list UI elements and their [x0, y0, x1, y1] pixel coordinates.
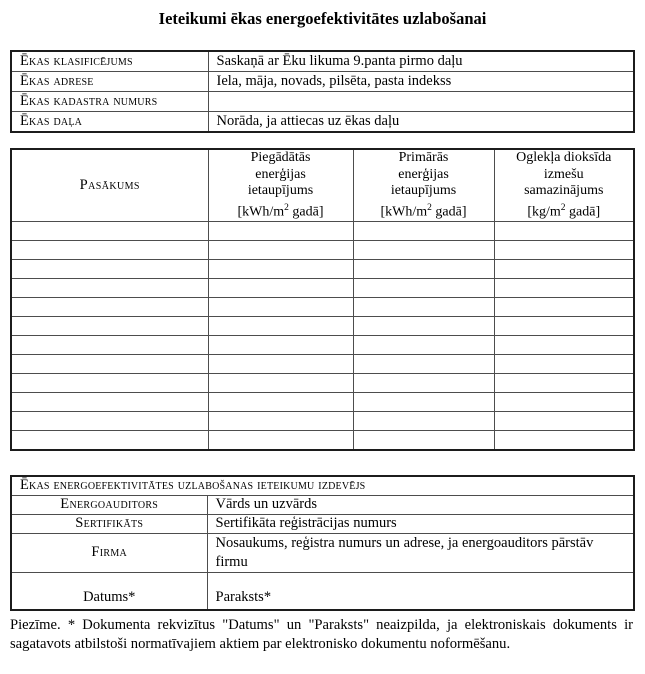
building-cadastre-value: [208, 92, 634, 112]
measures-empty-row: [11, 373, 634, 392]
empty-cell: [353, 335, 494, 354]
empty-cell: [353, 221, 494, 240]
empty-cell: [208, 297, 353, 316]
table-row: [11, 495, 634, 514]
page-title: Ieteikumi ēkas energoefektivitātes uzlabošanai: [158, 9, 487, 28]
empty-cell: [208, 240, 353, 259]
building-classification-value: Saskaņā ar Ēku likuma 9.panta pirmo daļu: [208, 51, 634, 72]
table-row: [11, 72, 634, 92]
empty-cell: [11, 373, 208, 392]
empty-cell: [494, 392, 634, 411]
empty-cell: [11, 297, 208, 316]
issuer-table: [10, 475, 635, 611]
empty-cell: [494, 221, 634, 240]
empty-cell: [208, 373, 353, 392]
empty-cell: [494, 278, 634, 297]
empty-cell: [494, 316, 634, 335]
measures-empty-row: [11, 392, 634, 411]
empty-cell: [494, 297, 634, 316]
building-part-label: Ēkas daļa: [11, 112, 208, 133]
measures-empty-row: [11, 297, 634, 316]
empty-cell: [353, 259, 494, 278]
empty-cell: [11, 392, 208, 411]
measures-empty-row: [11, 411, 634, 430]
empty-cell: [494, 430, 634, 450]
building-part-value: Norāda, ja attiecas uz ēkas daļu: [208, 112, 634, 133]
table-row: [11, 533, 634, 572]
measures-empty-row: [11, 240, 634, 259]
unit-label: [$kWh/m^2$ gadā]: [380, 202, 467, 220]
empty-cell: [494, 240, 634, 259]
empty-cell: [494, 373, 634, 392]
empty-cell: [353, 354, 494, 373]
measures-empty-row: [11, 221, 634, 240]
measures-empty-row: [11, 259, 634, 278]
empty-cell: [494, 335, 634, 354]
measures-column-delivered-energy: Piegādātās enerģijas ietaupījums [$kWh/m^2$ gadā]: [208, 149, 353, 221]
firm-label: Firma: [11, 533, 207, 572]
empty-cell: [208, 259, 353, 278]
firm-value: Nosaukums, reģistra numurs un adrese, ja energoauditors pārstāv firmu: [207, 533, 634, 572]
empty-cell: [494, 354, 634, 373]
date-label: Datums*: [11, 572, 207, 610]
energy-auditor-label: Energoauditors: [11, 495, 207, 514]
empty-cell: [353, 316, 494, 335]
building-address-value: Iela, māja, novads, pilsēta, pasta indekss: [208, 72, 634, 92]
measures-empty-row: [11, 278, 634, 297]
table-row: [11, 514, 634, 533]
measures-header-row: [11, 149, 634, 221]
empty-cell: [208, 392, 353, 411]
measures-empty-row: [11, 316, 634, 335]
empty-cell: [11, 335, 208, 354]
empty-cell: [208, 278, 353, 297]
issuer-header-row: [11, 476, 634, 496]
measures-empty-row: [11, 354, 634, 373]
empty-cell: [494, 259, 634, 278]
building-cadastre-label: Ēkas kadastra numurs: [11, 92, 208, 112]
measures-empty-row: [11, 430, 634, 450]
empty-cell: [353, 373, 494, 392]
empty-cell: [353, 430, 494, 450]
empty-cell: [11, 240, 208, 259]
empty-cell: [494, 411, 634, 430]
empty-cell: [11, 259, 208, 278]
empty-cell: [208, 221, 353, 240]
unit-label: [$kg/m^2$ gadā]: [527, 202, 601, 220]
empty-cell: [353, 240, 494, 259]
table-row: [11, 112, 634, 133]
empty-cell: [11, 316, 208, 335]
empty-cell: [353, 392, 494, 411]
table-row: [11, 92, 634, 112]
table-row: [11, 572, 634, 610]
measures-column-primary-energy: Primārās enerģijas ietaupījums [$kWh/m^2$ gadā]: [353, 149, 494, 221]
issuer-section-header: Ēkas energoefektivitātes uzlabošanas ieteikumu izdevējs: [11, 476, 634, 496]
empty-cell: [11, 411, 208, 430]
empty-cell: [353, 297, 494, 316]
certificate-label: Sertifikāts: [11, 514, 207, 533]
empty-cell: [353, 411, 494, 430]
signature-label: Paraksts*: [207, 572, 634, 610]
unit-label: [$kWh/m^2$ gadā]: [237, 202, 324, 220]
measures-column-co2-reduction: Oglekļa dioksīda izmešu samazinājums [$kg/m^2$ gadā]: [494, 149, 634, 221]
empty-cell: [353, 278, 494, 297]
measures-empty-row: [11, 335, 634, 354]
empty-cell: [208, 411, 353, 430]
table-row: [11, 51, 634, 72]
measure-column-title: Pasākums: [79, 176, 140, 193]
measures-column-measure: [11, 149, 208, 221]
measures-table: [10, 148, 635, 451]
empty-cell: [11, 430, 208, 450]
certificate-value: Sertifikāta reģistrācijas numurs: [207, 514, 634, 533]
empty-cell: [11, 354, 208, 373]
energy-auditor-value: Vārds un uzvārds: [207, 495, 634, 514]
measures-table-body: [11, 149, 634, 450]
building-address-label: Ēkas adrese: [11, 72, 208, 92]
empty-cell: [208, 430, 353, 450]
empty-cell: [208, 316, 353, 335]
empty-cell: [11, 221, 208, 240]
empty-cell: [11, 278, 208, 297]
building-info-table: [10, 50, 635, 133]
footnote-text: Piezīme. * Dokumenta rekvizītus "Datums" un "Paraksts" neaizpilda, ja elektroniskais dokuments ir sagatavots atbilstoši normatīvajiem aktiem par elektronisko dokumentu noformēšanu.: [10, 616, 633, 653]
empty-cell: [208, 354, 353, 373]
empty-cell: [208, 335, 353, 354]
building-classification-label: Ēkas klasificējums: [11, 51, 208, 72]
